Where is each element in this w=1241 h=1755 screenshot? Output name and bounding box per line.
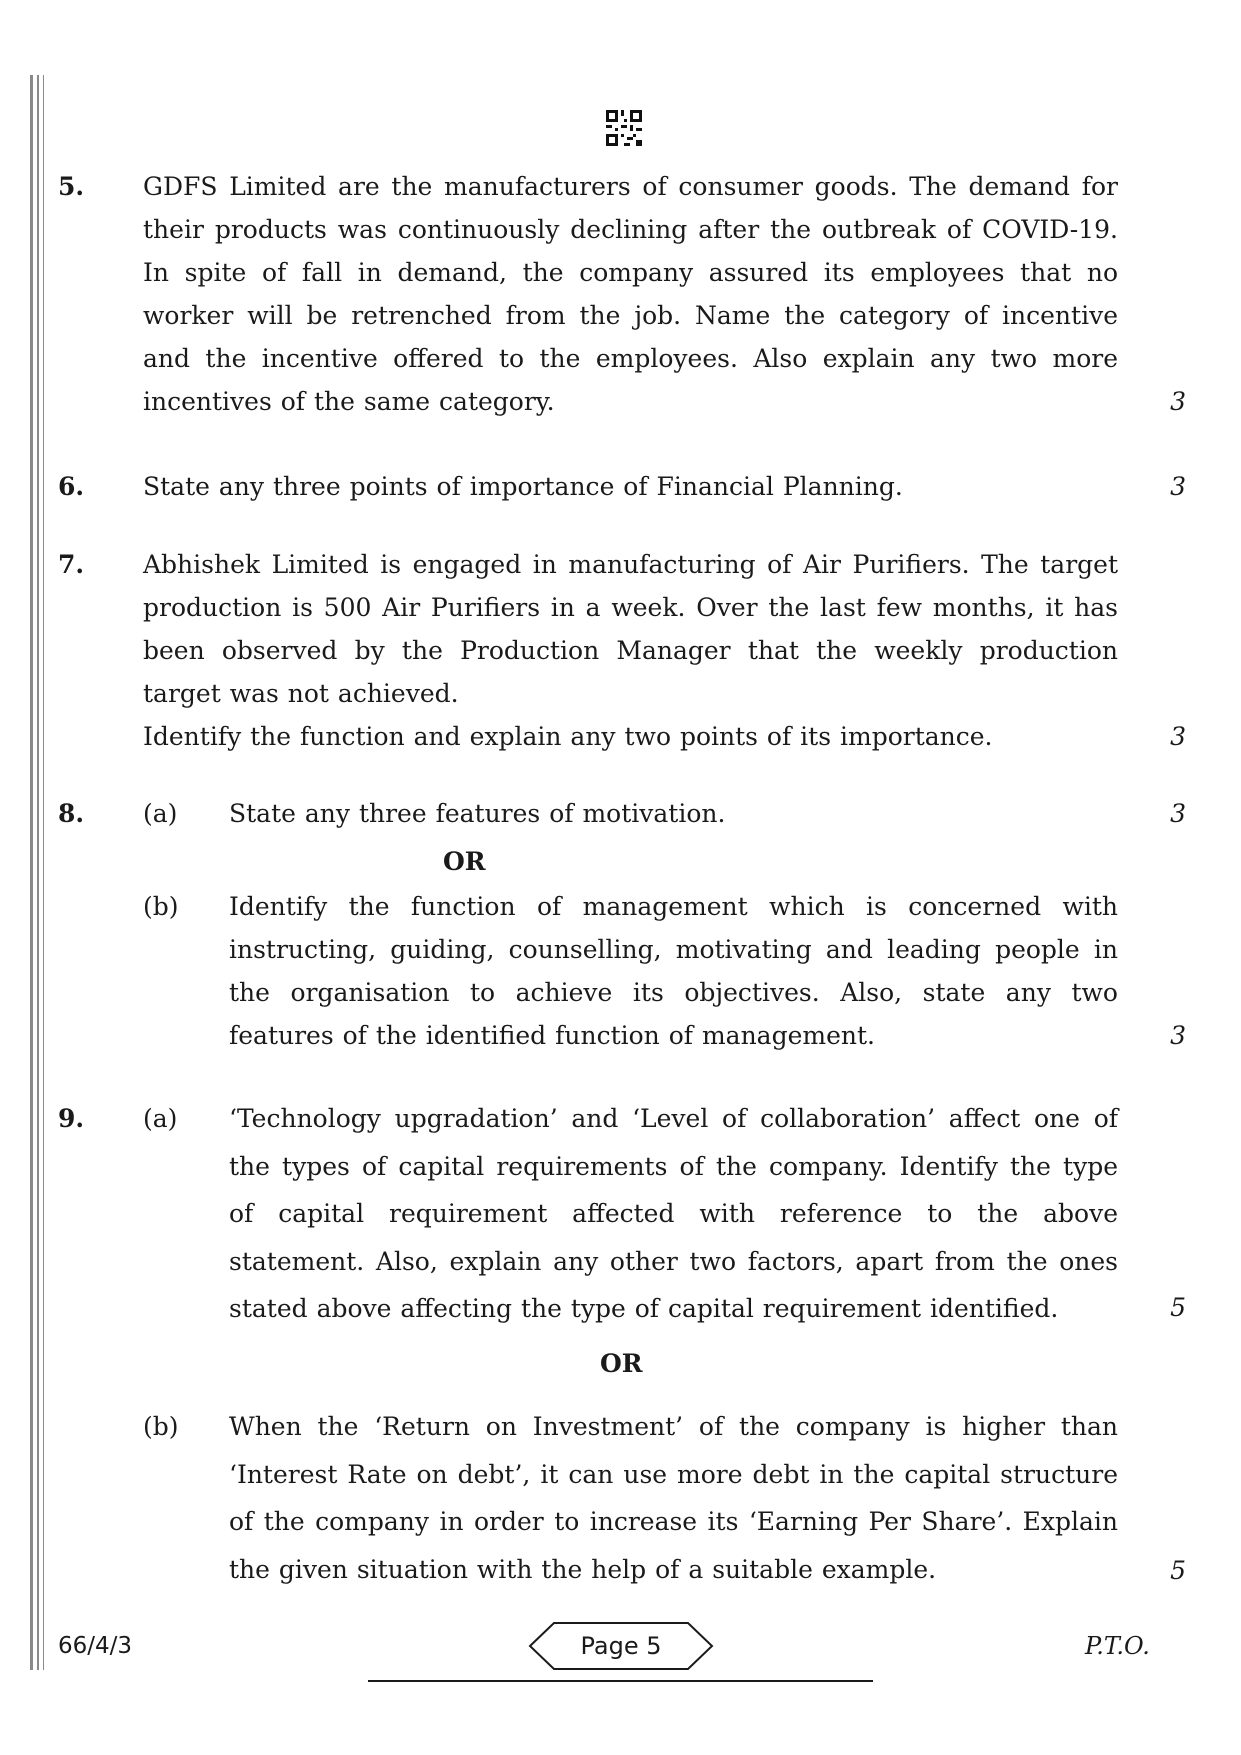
question-7-instruction: Identify the function and explain any two points of its importance.: [143, 722, 993, 751]
question-8-b-label: (b): [143, 892, 179, 921]
qr-code-icon: [606, 110, 642, 146]
question-9-a-marks: 5: [1170, 1293, 1186, 1322]
question-9-a-label: (a): [143, 1104, 178, 1133]
margin-line: [43, 75, 44, 1670]
question-number-7: 7.: [58, 550, 85, 579]
question-8-a-text: State any three features of motivation.: [229, 799, 726, 828]
page-number: Page 5: [580, 1632, 662, 1660]
question-9-b-marks: 5: [1170, 1556, 1186, 1585]
question-8-a-marks: 3: [1170, 799, 1186, 828]
question-number-8: 8.: [58, 799, 85, 828]
question-9-b-label: (b): [143, 1412, 179, 1441]
question-9-b-text: When the ‘Return on Investment’ of the company is higher than ‘Interest Rate on debt’, it can use more debt in the capital structure of the company in order to increase its ‘Earning Per Share’. Explain the given situation with the help of a suitable example.: [229, 1412, 1118, 1584]
question-8-a-label: (a): [143, 799, 178, 828]
question-9-or: OR: [600, 1349, 643, 1378]
question-7-marks: 3: [1170, 722, 1186, 751]
question-number-6: 6.: [58, 472, 85, 501]
question-9-a-text: ‘Technology upgradation’ and ‘Level of collaboration’ affect one of the types of capital requirements of the company. Identify the type of capital requirement affected with reference to the above statement. Also, explain any other two factors, apart from the ones stated above affecting the type of capital requirement identified.: [229, 1104, 1118, 1323]
margin-line: [37, 75, 39, 1670]
paper-code: 66/4/3: [58, 1633, 133, 1659]
question-8-b-marks: 3: [1170, 1021, 1186, 1050]
question-7-text: Abhishek Limited is engaged in manufacturing of Air Purifiers. The target production is 500 Air Purifiers in a week. Over the last few months, it has been observed by the Production Manager that the weekly production target was not achieved.: [143, 550, 1118, 708]
question-5-marks: 3: [1170, 387, 1186, 416]
question-number-9: 9.: [58, 1104, 85, 1133]
question-8-or: OR: [443, 847, 486, 876]
question-8-b-text: Identify the function of management which is concerned with instructing, guiding, counselling, motivating and leading people in the organisation to achieve its objectives. Also, state any two features of the identified function of management.: [229, 892, 1118, 1050]
question-5-text: GDFS Limited are the manufacturers of consumer goods. The demand for their products was continuously declining after the outbreak of COVID-19. In spite of fall in demand, the company assured its employees that no worker will be retrenched from the job. Name the category of incentive and the incentive offered to the employees. Also explain any two more incentives of the same category.: [143, 172, 1118, 416]
question-6-marks: 3: [1170, 472, 1186, 501]
question-number-5: 5.: [58, 172, 85, 201]
margin-line: [30, 75, 33, 1670]
question-6-text: State any three points of importance of Financial Planning.: [143, 472, 903, 501]
footer-rule: [368, 1680, 873, 1682]
pto-label: P.T.O.: [1085, 1632, 1150, 1660]
